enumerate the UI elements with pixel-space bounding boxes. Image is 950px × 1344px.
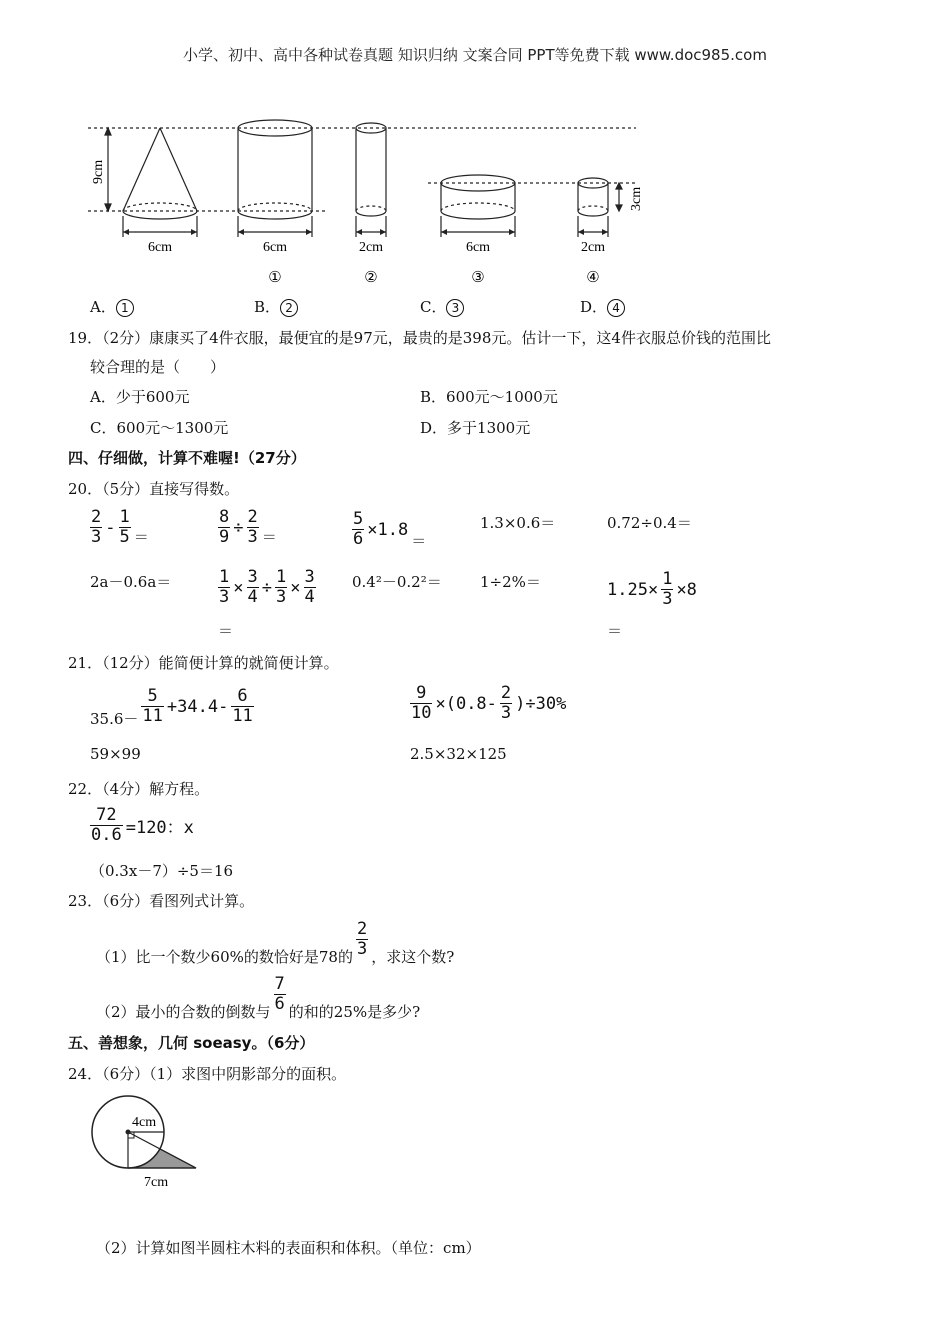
q24-part-2: （2）计算如图半圆柱木料的表面积和体积。（单位：cm） [96,1239,481,1257]
q20-item-7: $\frac{1}{3}$ × $\frac{3}{4}$ ÷ $\frac{1}{3}$ × $\frac{3}{4}$ [219,567,315,607]
q19-line1: 19．（2分）康康买了4件衣服，最便宜的是97元，最贵的是398元。估计一下，这4件衣服总价钱的范围比 [68,329,771,347]
q20-title: 20．（5分）直接写得数。 [68,480,240,498]
option-circle: 4 [607,299,625,317]
q22-equation-2: （0.3x－7）÷5＝16 [90,862,234,880]
q18-option-d[interactable]: D． 4 [580,296,625,317]
q20-item-3: $\frac{5}{6}$ ×1.8 ＝ [353,509,427,550]
section4-title: 四、仔细做，计算不难喔!（27分） [68,449,306,467]
q21-expr-2: $\frac{9}{10}$ ×(0.8- $\frac{2}{3}$ )÷30% [411,683,567,723]
figure-number: ④ [586,270,600,286]
figure-number: ② [364,270,378,286]
cone-shape [123,128,197,219]
height-label: 9cm [91,159,106,184]
page-header: 小学、初中、高中各种试卷真题 知识归纳 文案合同 PPT等免费下载 www.doc985.com [183,46,767,64]
q23-part-1: （1）比一个数少60%的数恰好是78的 $\frac{2}{3}$ ，求这个数? [96,919,455,966]
q21-expr-1: 35.6－ $\frac{5}{11}$ +34.4- $\frac{6}{11}$ [90,686,253,728]
q20-item-10: 1.25× $\frac{1}{3}$ ×8 [607,569,697,609]
cylinder-3-shape [441,175,515,219]
q20-item-9: 1÷2%＝ [480,573,541,591]
q18-option-c[interactable]: C． 3 [420,296,464,317]
option-circle: 1 [116,299,134,317]
cylinder-2-shape [356,123,386,216]
radius-label: 4cm [132,1115,157,1130]
q19-option-a[interactable]: A．少于600元 [90,388,190,406]
q20-item-5: 0.72÷0.4＝ [607,514,692,532]
q22-title: 22．（4分）解方程。 [68,780,210,798]
q19-option-b[interactable]: B．600元～1000元 [420,388,558,406]
width-label: 2cm [580,240,606,255]
q20-item-2: $\frac{8}{9}$ ÷ $\frac{2}{3}$ ＝ [219,507,277,547]
q20-item-7-equals: ＝ [218,622,234,640]
width-label: 6cm [465,240,491,255]
cylinder-1-shape [238,120,312,219]
q23-title: 23．（6分）看图列式计算。 [68,892,255,910]
q21-expr-4: 2.5×32×125 [410,745,507,763]
section5-title: 五、善想象，几何 soeasy。（6分） [68,1034,315,1052]
width-label: 2cm [358,240,384,255]
q21-title: 21．（12分）能简便计算的就简便计算。 [68,654,339,672]
q20-item-10-equals: ＝ [607,622,623,640]
width-label: 6cm [147,240,173,255]
q19-option-d[interactable]: D．多于1300元 [420,419,531,437]
q24-title: 24．（6分）（1）求图中阴影部分的面积。 [68,1065,347,1083]
cylinder-4-shape [578,178,608,216]
q20-item-8: 0.4²－0.2²＝ [352,573,442,591]
q18-option-a[interactable]: A． 1 [90,296,134,317]
figure-number: ① [268,270,282,286]
small-height-label: 3cm [629,186,644,211]
base-label: 7cm [144,1175,169,1190]
q19-option-c[interactable]: C．600元～1300元 [90,419,229,437]
q20-item-4: 1.3×0.6＝ [480,514,556,532]
q23-part-2: （2）最小的合数的倒数与 $\frac{7}{6}$ 的和的25%是多少? [96,974,421,1021]
q22-equation-1: $\frac{72}{0.6}$ =120：x [91,805,194,845]
q21-expr-3: 59×99 [90,745,141,763]
shaded-area-figure [86,1090,206,1195]
q20-item-6: 2a－0.6a＝ [90,573,172,591]
q19-line2: 较合理的是（ ） [90,358,226,376]
option-circle: 3 [446,299,464,317]
width-label: 6cm [262,240,288,255]
q20-item-1: $\frac{2}{3}$ - $\frac{1}{5}$ ＝ [91,507,149,547]
q18-option-b[interactable]: B． 2 [254,296,298,317]
solids-figure [88,112,648,290]
option-circle: 2 [280,299,298,317]
figure-number: ③ [471,270,485,286]
